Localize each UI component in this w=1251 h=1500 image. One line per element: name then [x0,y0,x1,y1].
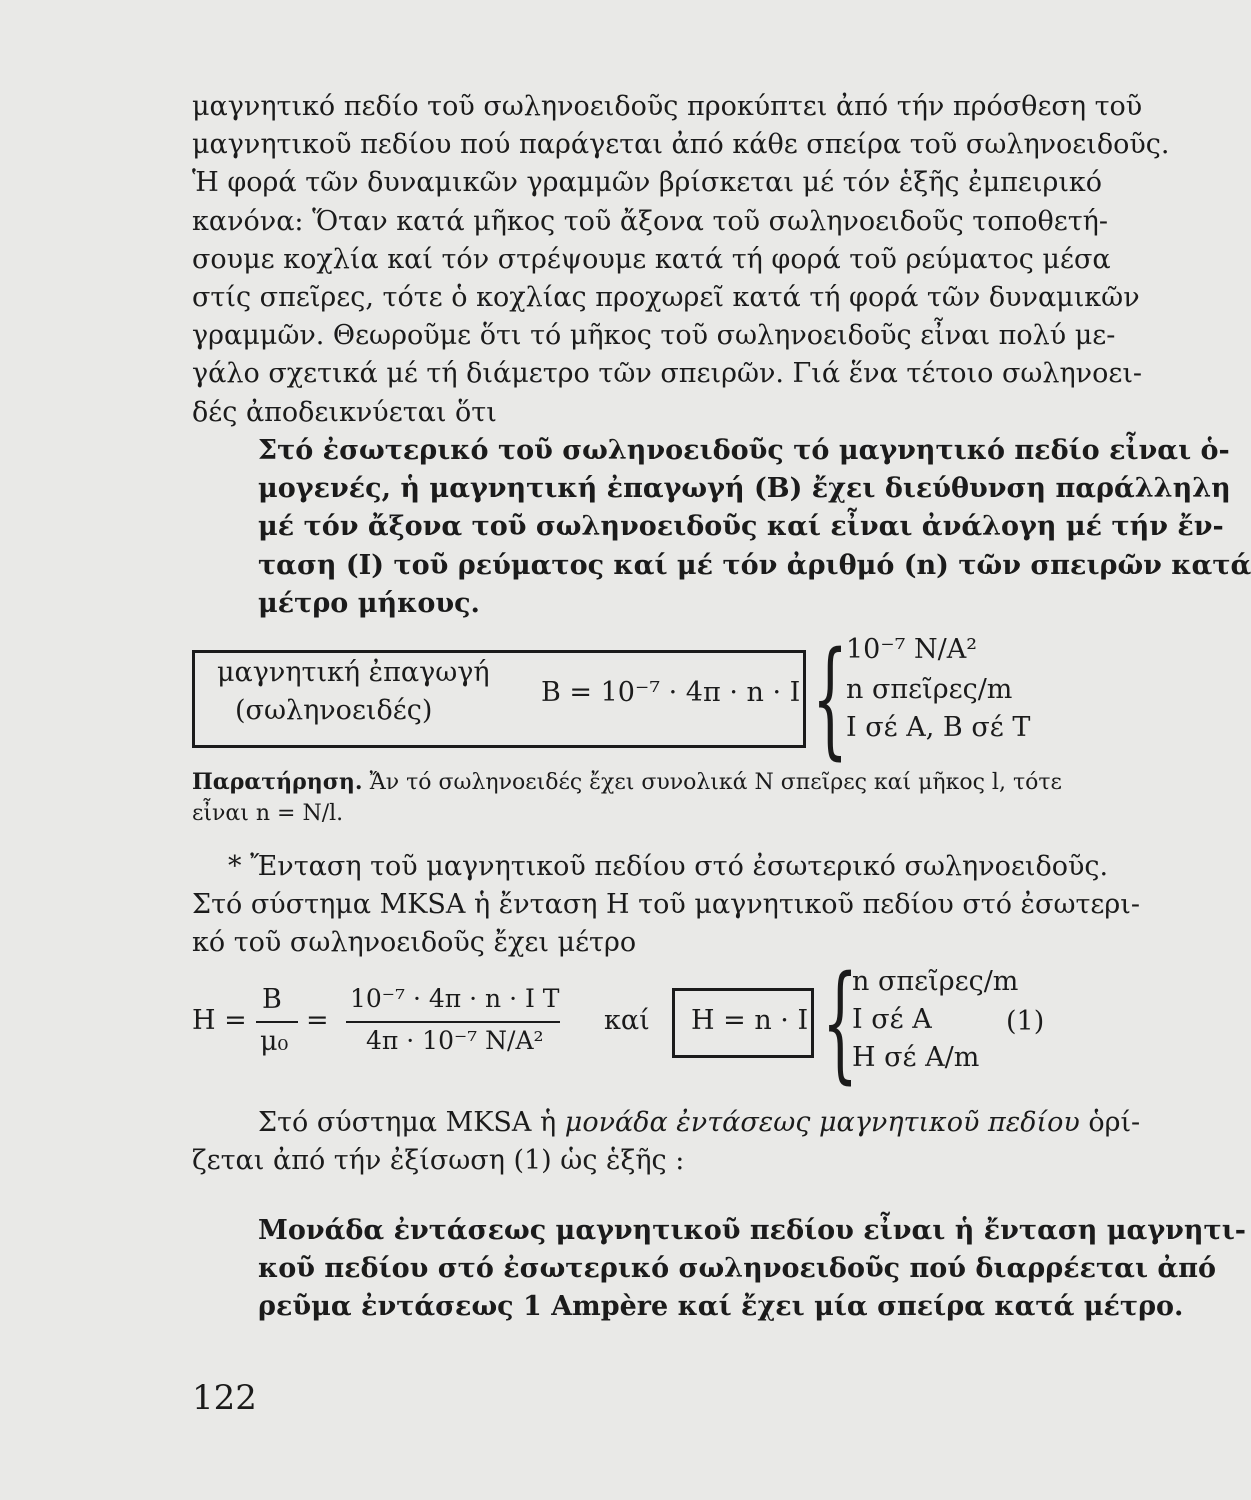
text-line: Στό σύστημα MKSA ἡ ἔνταση H τοῦ μαγνητικοῦ πεδίου στό ἐσωτερι- [192,889,1140,921]
section-heading: * Ἔνταση τοῦ μαγνητικοῦ πεδίου στό ἐσωτερικό σωληνοειδοῦς. [228,851,1109,882]
formula2-boxed: H = n · I [691,1005,809,1036]
formula2-unit: I σέ A [852,1004,932,1035]
text-line: μαγνητικό πεδίο τοῦ σωληνοειδοῦς προκύπτει ἀπό τήν πρόσθεση τοῦ [192,91,1143,122]
formula-unit: I σέ A, B σέ T [846,712,1031,743]
text-fragment: ὁρί- [1079,1107,1141,1138]
equation-number: (1) [1006,1006,1045,1037]
formula-unit: n σπεῖρες/m [846,674,1013,705]
formula-box-induction [192,650,806,748]
text-line: γραμμῶν. Θεωροῦμε ὅτι τό μῆκος τοῦ σωληνοειδοῦς εἶναι πολύ με- [192,320,1116,352]
formula2-frac2-den: 4π · 10⁻⁷ N/A² [366,1026,544,1055]
brace-symbol-1: { [812,625,849,772]
emphasis-text: μονάδα ἐντάσεως μαγνητικοῦ πεδίου [564,1107,1080,1138]
page-number: 122 [192,1378,257,1418]
formula2-lhs: H = [192,1005,247,1036]
text-line: Στό ἐσωτερικό τοῦ σωληνοειδοῦς τό μαγνητικό πεδίο εἶναι ὁ- [258,435,1230,466]
formula2-frac2-num: 10⁻⁷ · 4π · n · I T [350,984,560,1013]
text-fragment: Στό σύστημα MKSA ἡ [258,1107,565,1138]
paragraph-field-strength [192,848,1140,963]
fraction-bar [256,1021,298,1023]
formula2-unit: H σέ A/m [852,1042,980,1073]
formula2-kai: καί [604,1005,650,1036]
formula-box-strength [672,988,814,1058]
formula2-eq: = [306,1005,329,1036]
text-line: κοῦ πεδίου στό ἐσωτερικό σωληνοειδοῦς πού διαρρέεται ἀπό [258,1253,1216,1285]
text-line: ζεται ἀπό τήν ἐξίσωση (1) ὡς ἑξῆς : [192,1145,685,1177]
text-line: μαγνητικοῦ πεδίου πού παράγεται ἀπό κάθε σπείρα τοῦ σωληνοειδοῦς. [192,129,1170,161]
formula-label-line1: μαγνητική ἐπαγωγή [217,657,490,688]
text-line: γάλο σχετικά μέ τή διάμετρο τῶν σπειρῶν. Γιά ἕνα τέτοιο σωληνοει- [192,358,1143,390]
text-line: κανόνα: Ὅταν κατά μῆκος τοῦ ἄξονα τοῦ σωληνοειδοῦς τοποθετή- [192,205,1108,237]
text-line: μέτρο μήκους. [258,587,480,619]
formula2-unit: n σπεῖρες/m [852,966,1019,997]
formula-equation: B = 10⁻⁷ · 4π · n · I [541,677,801,708]
text-line: μογενές, ἡ μαγνητική ἐπαγωγή (Β) ἔχει διεύθυνση παράλληλη [258,473,1231,505]
text-line: ταση (Ι) τοῦ ρεύματος καί μέ τόν ἀριθμό (n) τῶν σπειρῶν κατά [258,549,1251,581]
note-label: Παρατήρηση. [192,769,363,795]
text-line: ρεῦμα ἐντάσεως 1 Ampère καί ἔχει μία σπείρα κατά μέτρο. [258,1291,1184,1323]
formula-label-line2: (σωληνοειδές) [235,695,433,726]
note-line2: εἶναι n = N/l. [192,801,344,826]
fraction-bar [346,1021,560,1023]
note-text: Ἄν τό σωληνοειδές ἔχει συνολικά N σπεῖρες καί μῆκος l, τότε [369,770,1062,795]
text-line: Ἡ φορά τῶν δυναμικῶν γραμμῶν βρίσκεται μέ τόν ἑξῆς ἐμπειρικό [192,167,1103,199]
formula2-frac1-num: B [262,984,282,1015]
text-line: σουμε κοχλία καί τόν στρέψουμε κατά τή φορά τοῦ ρεύματος μέσα [192,243,1111,275]
text-line: μέ τόν ἄξονα τοῦ σωληνοειδοῦς καί εἶναι ἀνάλογη μέ τήν ἔν- [258,511,1224,543]
text-line: Μονάδα ἐντάσεως μαγνητικοῦ πεδίου εἶναι ἡ ἔνταση μαγνητι- [258,1215,1246,1246]
text-line [192,1104,1141,1142]
formula2-frac1-den: μ₀ [260,1026,289,1057]
rule-unit-definition [258,1212,1246,1327]
paragraph-solenoid-field [192,88,1170,432]
text-line: κό τοῦ σωληνοειδοῦς ἔχει μέτρο [192,927,637,959]
brace-symbol-2: { [822,949,859,1096]
rule-solenoid-induction [258,432,1251,623]
formula-unit: 10⁻⁷ N/A² [846,634,978,665]
text-line: στίς σπεῖρες, τότε ὁ κοχλίας προχωρεῖ κατά τή φορά τῶν δυναμικῶν [192,282,1140,314]
paragraph-unit-definition [192,1104,1141,1180]
text-line: δές ἀποδεικνύεται ὅτι [192,396,497,428]
note [192,766,1062,799]
